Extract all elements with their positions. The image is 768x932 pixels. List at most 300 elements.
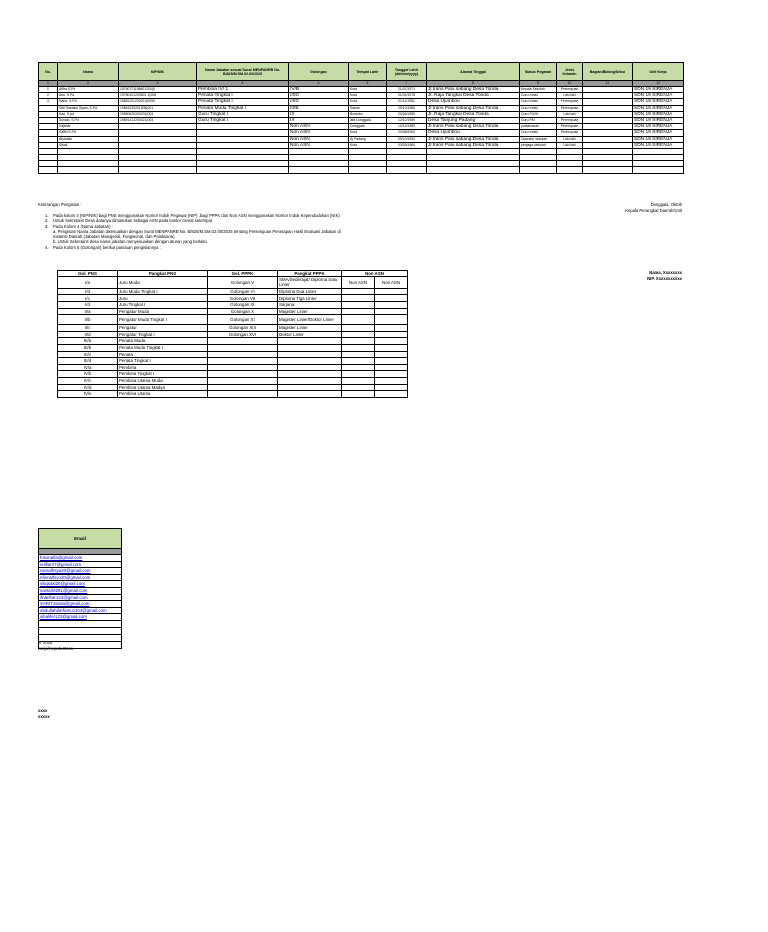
ref-cell-non2: Non ASN <box>375 277 408 289</box>
note-text: Pada Kolom 5 (Golongan) berikut panduan pengisiannya : <box>53 244 161 250</box>
ref-row <box>58 351 408 358</box>
column-number-cell: 1 <box>39 81 58 87</box>
empty-cell <box>633 167 684 173</box>
empty-cell <box>583 167 633 173</box>
ref-cell-pangkat: Penata <box>118 351 208 358</box>
ref-row <box>58 364 408 371</box>
cell-alamat: Jl. Raja Tangkai Desa Tonda <box>427 111 520 117</box>
cell-alamat: Jl trans Palu sabang Desa Tonda <box>427 87 520 93</box>
main-header-cell: Tanggal Lahir (dd/mm/yyyy) <box>387 63 427 81</box>
ref-cell-pppk: Golongan XVI <box>208 331 278 338</box>
cell-unit: SDN 19 SIRENJA <box>633 99 684 105</box>
notes-title: Keterangan Pengisian : <box>38 202 82 207</box>
cell-jabatan: Penata Tingkat I <box>197 99 289 105</box>
cell-unit: SDN 19 SIRENJA <box>633 111 684 117</box>
ref-cell-non1 <box>342 384 375 391</box>
ref-cell-non2 <box>375 315 408 325</box>
note-text: a. Pengisian Nama Jabatan disesuaikan dengan Surat MENPANRB No. B/825/M.SM.02.00/2025 tentang Persetujuan Penetapan Hasil Evaluasi Jabatan di <box>53 228 341 234</box>
empty-cell <box>119 167 197 173</box>
ref-cell-pangkat: Juru <box>118 295 208 302</box>
cell-nik: 19750721198601200(0 <box>119 87 197 93</box>
column-number-cell: 9 <box>520 81 557 87</box>
cell-nama: Sitti Rabiatul Syam, S.Pd <box>58 105 119 111</box>
ref-row <box>58 331 408 338</box>
ref-row <box>58 344 408 351</box>
cell-tgl: 09/10/1993 <box>387 136 427 142</box>
main-header-cell: Unit Kerja <box>633 63 684 81</box>
cell-nik: 19891412200421(003 <box>119 117 197 123</box>
cell-jabatan: Pembina IV/ 1 <box>197 87 289 93</box>
ref-cell-gol: I/c <box>58 295 118 302</box>
ref-cell-non2 <box>375 331 408 338</box>
ref-cell-non1 <box>342 391 375 398</box>
cell-jk: Laki laki <box>557 142 583 148</box>
ref-cell-pppk: Golongan XIII <box>208 325 278 332</box>
ref-header-gol-pppk: Gol. PPPK <box>208 271 278 277</box>
ref-cell-non1 <box>342 325 375 332</box>
cell-jk: Perempuan <box>557 87 583 93</box>
cell-tempat: Kota <box>349 130 387 136</box>
ref-cell-pangkat-pppk <box>278 364 342 371</box>
cell-nama: Nafra. S.Pd <box>58 99 119 105</box>
ref-row <box>58 377 408 384</box>
ref-cell-pppk <box>208 351 278 358</box>
ref-cell-gol: III/a <box>58 338 118 345</box>
ref-cell-non2 <box>375 288 408 295</box>
cell-nama: Sibali <box>58 142 119 148</box>
ref-cell-pangkat-pppk <box>278 377 342 384</box>
ref-row <box>58 391 408 398</box>
empty-email-row <box>39 627 122 634</box>
ref-cell-pppk: Golongan VI <box>208 288 278 295</box>
ref-cell-gol: III/c <box>58 351 118 358</box>
cell-alamat: Jl trans Palu sabang Desa Tonda <box>427 105 520 111</box>
ref-cell-pangkat-pppk <box>278 344 342 351</box>
ref-cell-pangkat-pppk <box>278 384 342 391</box>
email-row <box>39 568 122 575</box>
ref-cell-gol: I/d <box>58 288 118 295</box>
cell-alamat: Jl trans Palu sabang Desa Tonda <box>427 136 520 142</box>
cell-status: Guru PAI <box>520 117 557 123</box>
email-link[interactable]: nfienalfsyo20@gmail.com <box>39 574 122 581</box>
ref-row <box>58 277 408 289</box>
ref-cell-pangkat-pppk <box>278 338 342 345</box>
ref-cell-non2 <box>375 325 408 332</box>
ref-row <box>58 315 408 325</box>
column-number-cell: 5 <box>289 81 349 87</box>
cell-gol: Non ASN <box>289 130 349 136</box>
ref-cell-non1 <box>342 288 375 295</box>
cell-nama: Irajahar <box>58 124 119 130</box>
ref-cell-gol: IV/c <box>58 377 118 384</box>
cell-tempat: Sabah <box>349 105 387 111</box>
main-header-cell: Golongan <box>289 63 349 81</box>
cell-status: Guru Kelas <box>520 93 557 99</box>
email-row <box>39 555 122 562</box>
ref-cell-pangkat-pppk: Magister Linier/Doktor Linier <box>278 315 342 325</box>
ref-cell-pppk: Golongan XI <box>208 315 278 325</box>
cell-nik: 19780101200801 1(008 <box>119 93 197 99</box>
ref-cell-gol: IV/a <box>58 364 118 371</box>
ref-cell-pangkat: Pengatur Muda Tingkat I <box>118 315 208 325</box>
ref-header-pangkat-pppk: Pangkat PPPK <box>278 271 342 277</box>
ref-cell-pangkat-pppk: SMA/Sederajat/ Diploma Satu Linier <box>278 277 342 289</box>
empty-cell <box>58 167 119 173</box>
cell-gol: Non ASN <box>289 124 349 130</box>
cell-no: 1 <box>39 87 58 93</box>
empty-cell <box>39 167 58 173</box>
empty-cell <box>387 167 427 173</box>
ref-cell-non1 <box>342 344 375 351</box>
note-text: Untuk Sekretaris Desa datanya dimasukan sebagai ASN pada kantor camat setempat <box>53 218 212 224</box>
column-number-cell: 7 <box>387 81 427 87</box>
ref-row <box>58 358 408 365</box>
ref-row <box>58 288 408 295</box>
ref-cell-pangkat: Pembina Utama <box>118 391 208 398</box>
ref-cell-non2 <box>375 308 408 315</box>
cell-status: Guru PJOK <box>520 111 557 117</box>
main-header-cell: Status Pegawai <box>520 63 557 81</box>
cell-unit: SDN 19 SIRENJA <box>633 87 684 93</box>
cell-nama: Aku. S.Pd <box>58 93 119 99</box>
ref-row <box>58 384 408 391</box>
main-header-cell: Jenis Kelamin <box>557 63 583 81</box>
ref-cell-pppk: Golongan IX <box>208 302 278 309</box>
ref-cell-gol: II/b <box>58 315 118 325</box>
main-header-cell: Alamat Tinggal <box>427 63 520 81</box>
cell-jk: Laki laki <box>557 93 583 99</box>
ref-cell-pangkat: Juru Muda Tingkat I <box>118 288 208 295</box>
ref-cell-pangkat: Penata Tingkat I <box>118 358 208 365</box>
email-link[interactable]: sulfiar27@gmail.com <box>39 561 122 568</box>
empty-table-row <box>39 167 684 173</box>
cell-jk: Perempuan <box>557 130 583 136</box>
ref-cell-gol: I/a <box>58 277 118 289</box>
ref-cell-non1 <box>342 331 375 338</box>
ref-cell-non1 <box>342 377 375 384</box>
cell-jk: Perempuan <box>557 99 583 105</box>
continuation-role: Kerja/Kepala Desa <box>38 646 73 651</box>
email-link[interactable]: santari6261@gmail.com <box>39 587 122 594</box>
ref-header-non-asn: Non ASN <box>342 271 408 277</box>
ref-row <box>58 308 408 315</box>
ref-cell-pppk <box>208 377 278 384</box>
ref-cell-non1 <box>342 302 375 309</box>
email-link[interactable]: fnsonaifa@gmail.com <box>39 555 122 562</box>
email-row <box>39 601 122 608</box>
cell-jabatan: Guru Tingkat I <box>197 117 289 123</box>
column-number-cell: 3 <box>119 81 197 87</box>
note-text: Pada Kolom 4 (Nama Jabatan) : <box>53 223 113 229</box>
ref-cell-non2 <box>375 351 408 358</box>
email-row <box>39 561 122 568</box>
ref-row <box>58 325 408 332</box>
ref-cell-gol: II/a <box>58 308 118 315</box>
ref-cell-non1 <box>342 308 375 315</box>
cell-jk: Laki laki <box>557 136 583 142</box>
cell-gol: III/D <box>289 93 349 99</box>
ref-cell-pangkat-pppk: Diploma Tiga Linier <box>278 295 342 302</box>
email-link[interactable]: sibalifer123@gmail.com <box>39 614 122 621</box>
note-text: Pada kolom 3 (NIP/NIK) bagi PNS menggunakan Nomor Induk Pegawai (NIP) ,bagi PPPK dan Non ASN menggunakan Nomor Induk Kependudukan (NIK) <box>53 213 340 218</box>
ref-header-pangkat-pns: Pangkat PNS <box>118 271 208 277</box>
ref-cell-pangkat: Juru Muda <box>118 277 208 289</box>
cell-tempat: Kota <box>349 93 387 99</box>
ref-cell-pppk <box>208 358 278 365</box>
note-number: 2. <box>45 218 49 224</box>
column-number-cell: 4 <box>197 81 289 87</box>
signature-place-date: Donggala, Oktob <box>650 202 682 207</box>
email-link[interactable]: abdullahdarfamu1104@gmail.com <box>39 607 122 614</box>
cell-gol: III/D <box>289 99 349 105</box>
ref-cell-pppk <box>208 371 278 378</box>
email-row <box>39 587 122 594</box>
ref-cell-pangkat-pppk: Diploma Dua Linier <box>278 288 342 295</box>
signature-role: Kepala Perangkat Daerah/Unit <box>625 208 682 213</box>
ref-cell-pangkat: Pengatur Muda <box>118 308 208 315</box>
cell-status: Guru Kelas <box>520 105 557 111</box>
ref-cell-non1 <box>342 338 375 345</box>
ref-row <box>58 338 408 345</box>
note-number: 1. <box>45 213 49 218</box>
cell-alamat: Jl. Raja Tangkai Desa Tonda <box>427 93 520 99</box>
ref-cell-pangkat: Pembina Utama Madya <box>118 384 208 391</box>
ref-cell-non2 <box>375 364 408 371</box>
ref-cell-non1 <box>342 315 375 325</box>
ref-cell-non1: Non ASN <box>342 277 375 289</box>
cell-status: Guru Kelas <box>520 99 557 105</box>
ref-cell-gol: II/d <box>58 331 118 338</box>
ref-cell-gol: II/c <box>58 325 118 332</box>
ref-cell-pangkat-pppk <box>278 358 342 365</box>
email-row <box>39 607 122 614</box>
email-table <box>38 528 122 649</box>
ref-cell-non2 <box>375 302 408 309</box>
cell-unit: SDN 19 SIRENJA <box>633 117 684 123</box>
ref-cell-pangkat: Pembina Tingkat I <box>118 371 208 378</box>
cell-unit: SDN 19 SIRENJA <box>633 142 684 148</box>
note-text: Instansi Daerah (Jabatan Manajerial, Fungsional, dan Pelaksana) <box>53 234 175 240</box>
ref-cell-non2 <box>375 391 408 398</box>
cell-nik: 19890620200201(003 <box>119 111 197 117</box>
cell-nama: Salfiri S.Pd <box>58 130 119 136</box>
ref-cell-pangkat: Juru Tingkat I <box>118 302 208 309</box>
cell-tempat: Kota <box>349 87 387 93</box>
ref-cell-pppk <box>208 391 278 398</box>
ref-cell-pppk <box>208 364 278 371</box>
email-row <box>39 594 122 601</box>
ref-cell-non2 <box>375 358 408 365</box>
email-row <box>39 574 122 581</box>
cell-status: Kepala Sekolah <box>520 87 557 93</box>
ref-cell-pangkat: Penata Muda Tingkat I <box>118 344 208 351</box>
cell-alamat: Desa Tanjung Padang <box>427 117 520 123</box>
ref-cell-non2 <box>375 295 408 302</box>
ref-cell-non1 <box>342 295 375 302</box>
cell-gol: IX <box>289 111 349 117</box>
table-header-row <box>39 63 684 81</box>
cell-nik: 19881101201001(0006 <box>119 99 197 105</box>
continuation-nip: xxxxx <box>38 714 50 719</box>
main-header-cell: Nama Jabatan sesuai Surat MENPANRB No. B/825/M.SM.02.00/2025 <box>197 63 289 81</box>
email-row <box>39 614 122 621</box>
employee-data-table <box>38 62 684 174</box>
ref-cell-pangkat-pppk: Magister Linier <box>278 325 342 332</box>
ref-cell-pangkat-pppk: Doktor Linier <box>278 331 342 338</box>
email-link[interactable]: sitiqsaki20@gmail.com <box>39 581 122 588</box>
empty-cell <box>289 167 349 173</box>
email-link[interactable]: ifnarihar123@gmail.com <box>39 594 122 601</box>
note-number: 4. <box>45 244 49 250</box>
ref-cell-non1 <box>342 358 375 365</box>
cell-nama: Sari, S.pd <box>58 111 119 117</box>
cell-tempat: Bontobo <box>349 111 387 117</box>
ref-cell-pangkat: Pembina <box>118 364 208 371</box>
cell-alamat: Desa Ujumbou <box>427 130 520 136</box>
note-item <box>45 245 545 250</box>
email-link[interactable]: SARITJanda@gmail.com <box>39 601 122 608</box>
ref-cell-pangkat-pppk <box>278 391 342 398</box>
main-header-cell: NIP/NIK <box>119 63 197 81</box>
cell-tgl: 21/07/1971 <box>387 87 427 93</box>
ref-cell-pangkat: Pengatur <box>118 325 208 332</box>
cell-tgl: 03/03/1960 <box>387 142 427 148</box>
cell-status: Operator sekolah <box>520 136 557 142</box>
cell-tgl: 29/10/1986 <box>387 105 427 111</box>
ref-cell-pangkat: Penata Muda <box>118 338 208 345</box>
empty-email-cell <box>39 620 122 627</box>
cell-jk: Perempuan <box>557 124 583 130</box>
empty-cell <box>427 167 520 173</box>
ref-cell-pangkat-pppk <box>278 371 342 378</box>
cell-tgl: 10/12/1989 <box>387 124 427 130</box>
empty-email-row <box>39 620 122 627</box>
note-text: b. Untuk Sekretaris desa nama jabatan menyesuaikan dengan aturan yang berlaku <box>53 239 207 245</box>
ref-cell-non1 <box>342 364 375 371</box>
cell-tgl: 01/11/1981 <box>387 99 427 105</box>
cell-jk: Perempuan <box>557 105 583 111</box>
cell-jabatan: Guru Tingkat I <box>197 111 289 117</box>
ref-cell-pppk: Golongan X <box>208 308 278 315</box>
notes-list <box>45 213 545 250</box>
ref-cell-gol: I/d <box>58 302 118 309</box>
cell-tempat: labi Donggala <box>349 117 387 123</box>
cell-unit: SDN 19 SIRENJA <box>633 130 684 136</box>
cell-status: penjaga sekolah <box>520 142 557 148</box>
cell-alamat: Jl trans Palu sabang Desa Tonda <box>427 142 520 148</box>
column-number-cell: 8 <box>427 81 520 87</box>
rank-reference-table <box>57 270 408 398</box>
email-link[interactable]: nienalfrsya20@gmail.com <box>39 568 122 575</box>
signature-name: Nama, Xxxxxxxx <box>649 270 682 275</box>
cell-jk: Perempuan <box>557 117 583 123</box>
cell-nama: Afifra S.Pd <box>58 87 119 93</box>
cell-unit: SDN 19 SIRENJA <box>633 124 684 130</box>
ref-cell-pppk <box>208 338 278 345</box>
cell-no: 2 <box>39 93 58 99</box>
ref-row <box>58 295 408 302</box>
main-header-cell: Nama <box>58 63 119 81</box>
column-number-cell: 10 <box>557 81 583 87</box>
cell-nama: Abdullah <box>58 136 119 142</box>
column-number-cell: 11 <box>583 81 633 87</box>
signature-nip: NIP. Xxxxxxxxxxx <box>647 276 682 281</box>
ref-cell-gol: III/b <box>58 344 118 351</box>
ref-cell-gol: III/d <box>58 358 118 365</box>
cell-jabatan: Penata Muda Tingkat I <box>197 105 289 111</box>
ref-header-gol-pns: Gol. PNS <box>58 271 118 277</box>
cell-jabatan: Penata Tingkat I <box>197 93 289 99</box>
cell-gol: Non ASN <box>289 142 349 148</box>
ref-cell-gol: IV/e <box>58 391 118 398</box>
cell-jk: Laki laki <box>557 111 583 117</box>
cell-tempat: Donggala <box>349 124 387 130</box>
ref-cell-pangkat: Pembina Utama Muda <box>118 377 208 384</box>
continuation-date: er 2025 <box>38 640 53 645</box>
column-number-cell: 6 <box>349 81 387 87</box>
ref-cell-pangkat-pppk <box>278 351 342 358</box>
cell-tempat: Kota <box>349 99 387 105</box>
ref-cell-non1 <box>342 371 375 378</box>
empty-cell <box>349 167 387 173</box>
cell-unit: SDN 19 SIRENJA <box>633 105 684 111</box>
ref-cell-non2 <box>375 338 408 345</box>
cell-tgl: 01/01/1978 <box>387 93 427 99</box>
cell-no: 3 <box>39 99 58 105</box>
cell-tempat: Sj Padang <box>349 136 387 142</box>
ref-cell-pppk: Golongan VII <box>208 295 278 302</box>
main-header-cell: Bagian/Bidang/Seksi <box>583 63 633 81</box>
ref-cell-pangkat: Pengatur Tingkat I <box>118 331 208 338</box>
empty-cell <box>197 167 289 173</box>
ref-cell-non2 <box>375 344 408 351</box>
ref-row <box>58 371 408 378</box>
ref-cell-non2 <box>375 371 408 378</box>
cell-alamat: Desa Ujumbou <box>427 99 520 105</box>
ref-cell-pppk <box>208 344 278 351</box>
cell-unit: SDN 19 SIRENJA <box>633 93 684 99</box>
column-number-cell: 12 <box>633 81 684 87</box>
cell-unit: SDN 19 SIRENJA <box>633 136 684 142</box>
cell-status: pustakawan <box>520 124 557 130</box>
column-number-cell: 2 <box>58 81 119 87</box>
cell-nik: 19861029201908(001 <box>119 105 197 111</box>
email-header: Email <box>39 529 122 549</box>
ref-cell-pppk <box>208 384 278 391</box>
cell-gol: IV/B <box>289 87 349 93</box>
main-header-cell: No. <box>39 63 58 81</box>
ref-cell-gol: IV/d <box>58 384 118 391</box>
ref-cell-pppk: Golongan V <box>208 277 278 289</box>
empty-cell <box>520 167 557 173</box>
note-number: 3. <box>45 223 49 229</box>
cell-nama: Sonaki, S.Pd <box>58 117 119 123</box>
ref-cell-gol: IV/b <box>58 371 118 378</box>
cell-gol: IX <box>289 117 349 123</box>
ref-cell-non1 <box>342 351 375 358</box>
continuation-name: xxxx <box>38 708 48 713</box>
cell-tgl: 23/08/2000 <box>387 130 427 136</box>
ref-cell-non2 <box>375 377 408 384</box>
empty-cell <box>557 167 583 173</box>
cell-tempat: Kota <box>349 142 387 148</box>
email-row <box>39 581 122 588</box>
ref-row <box>58 302 408 309</box>
cell-alamat: Jl trans Palu sabang Desa Tonda <box>427 124 520 130</box>
cell-tgl: 20/06/1989 <box>387 111 427 117</box>
cell-status: Guru Kelas <box>520 130 557 136</box>
cell-tgl: 12/10/1989 <box>387 117 427 123</box>
